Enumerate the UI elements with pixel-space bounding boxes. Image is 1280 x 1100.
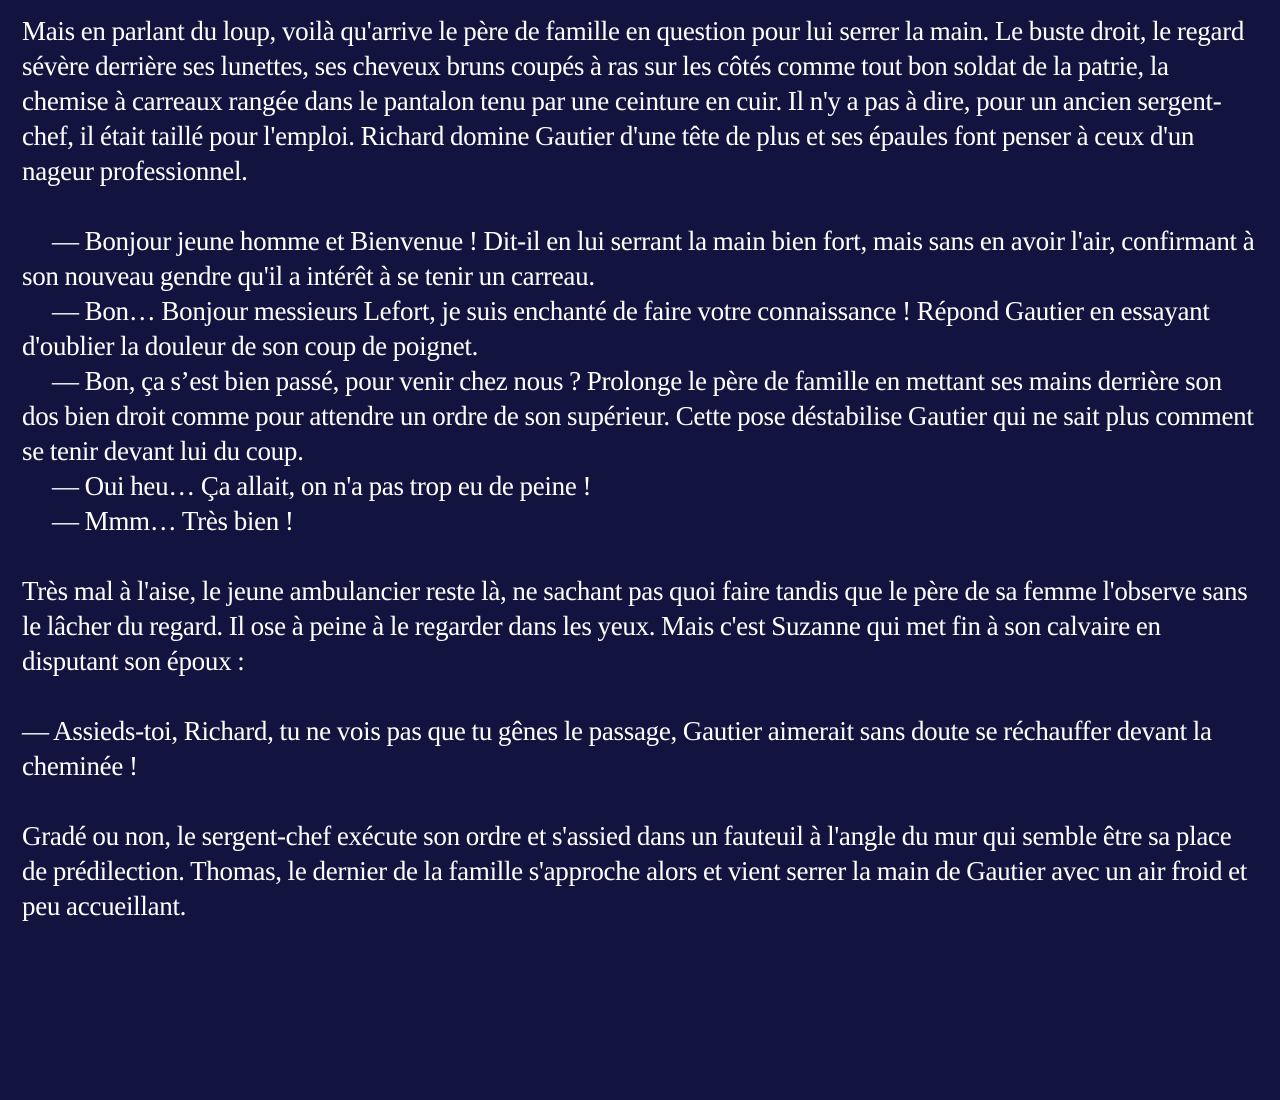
paragraph-spacer (22, 784, 1258, 819)
dialogue-line-2: — Bon… Bonjour messieurs Lefort, je suis enchanté de faire votre connaissance ! Répond Gautier en essayant d'oublier la douleur de son coup de poignet. (22, 296, 1210, 361)
paragraph-spacer (22, 539, 1258, 574)
narrative-paragraph-3: Gradé ou non, le sergent-chef exécute son ordre et s'assied dans un fauteuil à l'angle du mur qui semble être sa place de prédilection. Thomas, le dernier de la famille s'approche alors et vient serrer la main de Gautier avec un air froid et peu accueillant. (22, 821, 1247, 921)
dialogue-paragraph-suzanne: — Assieds-toi, Richard, tu ne vois pas que tu gênes le passage, Gautier aimerait sans doute se réchauffer devant la cheminée ! (22, 716, 1212, 781)
narrative-paragraph-2: Très mal à l'aise, le jeune ambulancier reste là, ne sachant pas quoi faire tandis que le père de sa femme l'observe sans le lâcher du regard. Il ose à peine à le regarder dans les yeux. Mais c'est Suzanne qui met fin à son calvaire en disputant son époux : (22, 576, 1248, 676)
dialogue-line-3: — Bon, ça s’est bien passé, pour venir chez nous ? Prolonge le père de famille en mettant ses mains derrière son dos bien droit comme pour attendre un ordre de son supérieur. Cette pose déstabilise Gautier qui ne sait plus comment se tenir devant lui du coup. (22, 366, 1254, 466)
dialogue-line-4: — Oui heu… Ça allait, on n'a pas trop eu de peine ! (52, 471, 592, 501)
dialogue-line-1: — Bonjour jeune homme et Bienvenue ! Dit-il en lui serrant la main bien fort, mais sans en avoir l'air, confirmant à son nouveau gendre qu'il a intérêt à se tenir un carreau. (22, 226, 1255, 291)
dialogue-line-5: — Mmm… Très bien ! (52, 506, 294, 536)
paragraph-spacer (22, 679, 1258, 714)
narrative-paragraph-1: Mais en parlant du loup, voilà qu'arrive le père de famille en question pour lui serrer la main. Le buste droit, le regard sévère derrière ses lunettes, ses cheveux bruns coupés à ras sur les côtés comme tout bon soldat de la patrie, la chemise à carreaux rangée dans le pantalon tenu par une ceinture en cuir. Il n'y a pas à dire, pour un ancien sergent-chef, il était taillé pour l'emploi. Richard domine Gautier d'une tête de plus et ses épaules font penser à ceux d'un nageur professionnel. (22, 16, 1245, 186)
paragraph-spacer (22, 189, 1258, 224)
